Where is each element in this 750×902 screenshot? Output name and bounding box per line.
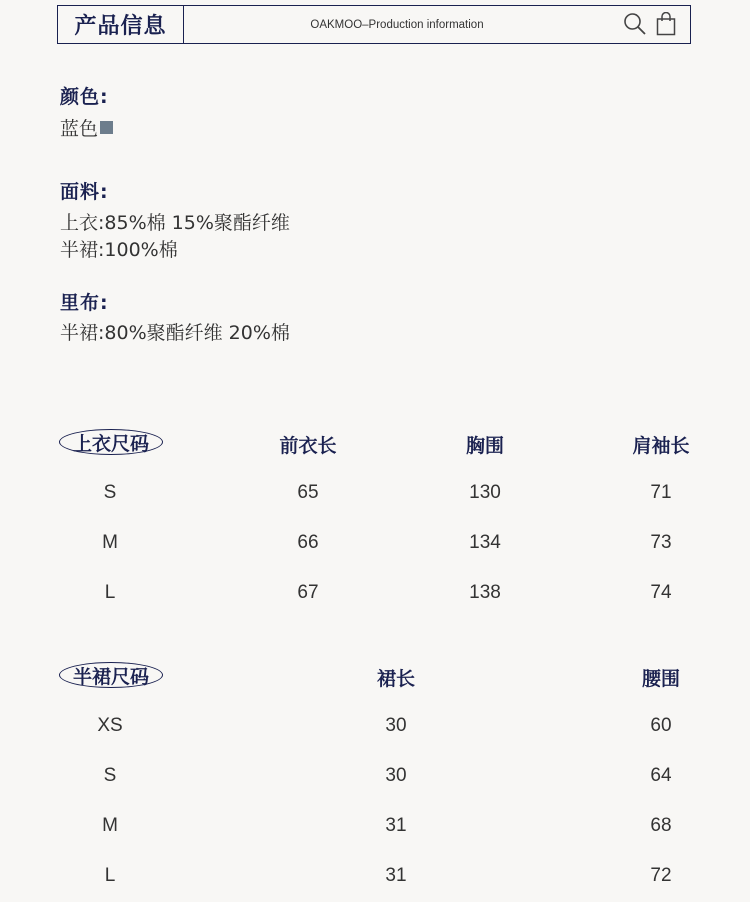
column-header: 腰围 [641,668,681,690]
table-cell: 68 [650,815,672,836]
page-header [57,5,691,44]
table-cell: 31 [385,815,407,836]
table-cell: 74 [650,582,672,603]
table-cell: 72 [650,865,672,886]
column-header: 胸围 [465,435,505,457]
column-header: 前衣长 [279,435,337,457]
column-header: 裙长 [376,668,416,690]
table-cell: 60 [650,715,672,736]
lining-label: 里布: [60,292,109,314]
lining-line: 半裙:80%聚酯纤维 20%棉 [60,322,290,344]
table-cell: S [103,765,117,786]
table-cell: 64 [650,765,672,786]
table-cell: 73 [650,532,672,553]
table-cell: 138 [469,582,501,603]
table-cell: 134 [469,532,501,553]
table-cell: L [104,582,116,603]
color-swatch [100,121,113,134]
table-cell: M [102,532,118,553]
header-title: 产品信息 [58,6,184,43]
skirt-size-header-label: 半裙尺码 [59,662,163,688]
column-header: 肩袖长 [632,435,690,457]
color-value: 蓝色 [60,118,99,140]
table-cell: L [104,865,116,886]
table-cell: 71 [650,482,672,503]
header-subtitle: OAKMOO–Production information [310,18,484,31]
table-cell: 67 [297,582,319,603]
top-size-header-label: 上衣尺码 [59,429,163,455]
table-cell: 66 [297,532,319,553]
color-label: 颜色: [60,86,109,108]
search-icon[interactable] [623,12,647,40]
header-icons [623,12,676,40]
table-cell: M [102,815,118,836]
table-cell: 30 [385,765,407,786]
table-cell: 65 [297,482,319,503]
shopping-bag-icon[interactable] [656,12,676,40]
fabric-label: 面料: [60,181,109,203]
table-cell: XS [97,715,123,736]
table-cell: S [103,482,117,503]
color-value-row [60,116,113,143]
color-section [60,82,113,143]
table-cell: 30 [385,715,407,736]
fabric-line: 半裙:100%棉 [60,239,178,261]
fabric-line: 上衣:85%棉 15%聚酯纤维 [60,212,290,234]
table-cell: 31 [385,865,407,886]
fabric-section [60,177,290,264]
lining-section [60,288,290,347]
table-cell: 130 [469,482,501,503]
